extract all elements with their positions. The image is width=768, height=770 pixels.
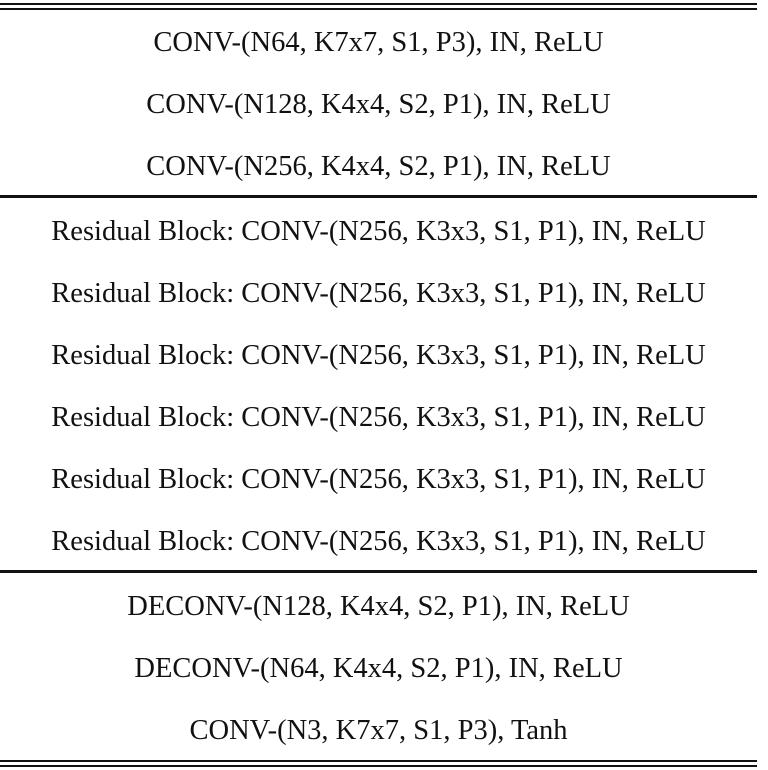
- residual-row-4: Residual Block: CONV-(N256, K3x3, S1, P1), IN, ReLU: [51, 402, 706, 433]
- encoder-residual-divider: [0, 195, 757, 198]
- encoder-row-2: CONV-(N128, K4x4, S2, P1), IN, ReLU: [146, 89, 611, 120]
- encoder-row-1: CONV-(N64, K7x7, S1, P3), IN, ReLU: [153, 27, 604, 58]
- bottom-rule-inner: [0, 760, 757, 762]
- residual-decoder-divider: [0, 570, 757, 573]
- top-rule-outer: [0, 3, 757, 5]
- decoder-row-1: DECONV-(N128, K4x4, S2, P1), IN, ReLU: [127, 591, 630, 622]
- residual-row-2: Residual Block: CONV-(N256, K3x3, S1, P1), IN, ReLU: [51, 278, 706, 309]
- bottom-rule-outer: [0, 765, 757, 767]
- residual-row-1: Residual Block: CONV-(N256, K3x3, S1, P1), IN, ReLU: [51, 216, 706, 247]
- residual-row-5: Residual Block: CONV-(N256, K3x3, S1, P1), IN, ReLU: [51, 464, 706, 495]
- top-rule-inner: [0, 8, 757, 10]
- decoder-row-2: DECONV-(N64, K4x4, S2, P1), IN, ReLU: [134, 653, 623, 684]
- encoder-row-3: CONV-(N256, K4x4, S2, P1), IN, ReLU: [146, 151, 611, 182]
- residual-row-6: Residual Block: CONV-(N256, K3x3, S1, P1), IN, ReLU: [51, 526, 706, 557]
- residual-row-3: Residual Block: CONV-(N256, K3x3, S1, P1), IN, ReLU: [51, 340, 706, 371]
- decoder-row-3: CONV-(N3, K7x7, S1, P3), Tanh: [189, 715, 568, 746]
